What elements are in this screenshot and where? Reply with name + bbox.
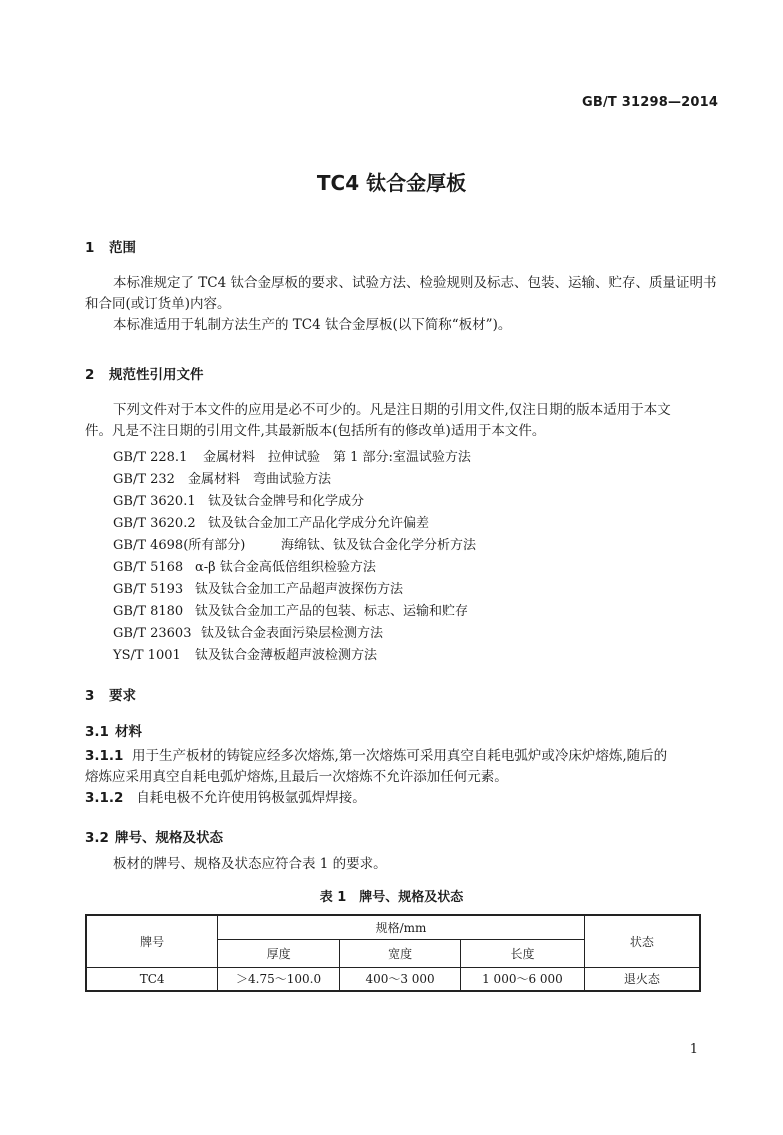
reference-code: GB/T 8180 [113, 604, 184, 619]
header-state: 状态 [584, 915, 700, 967]
section-number: 1 [85, 240, 95, 256]
table-caption: 表 1 牌号、规格及状态 [319, 890, 464, 905]
reference-item [113, 468, 331, 487]
reference-title: 钛及钛合金加工产品化学成分允许偏差 [208, 516, 430, 531]
reference-title: 钛及钛合金薄板超声波检测方法 [195, 648, 378, 663]
standard-code: GB/T 31298—2014 [582, 95, 719, 110]
reference-title: 钛及钛合金加工产品的包装、标志、运输和贮存 [195, 604, 469, 619]
header-spec: 规格/mm [218, 915, 584, 939]
reference-item [113, 490, 364, 509]
clause-3-2-text: 板材的牌号、规格及状态应符合表 1 的要求。 [113, 856, 387, 872]
text-line: 下列文件对于本文件的应用是必不可少的。凡是注日期的引用文件,仅注日期的版本适用于本文 [113, 402, 671, 418]
section-title: 要求 [109, 688, 136, 704]
section-title: 材料 [115, 724, 142, 740]
clause-number: 3.1.2 [85, 790, 124, 806]
reference-code: GB/T 5168 [113, 560, 184, 575]
reference-code: GB/T 5193 [113, 582, 184, 597]
text-line [85, 746, 705, 767]
text-line [85, 788, 705, 809]
reference-code: GB/T 4698(所有部分) [113, 538, 246, 553]
section-title: 牌号、规格及状态 [115, 830, 223, 846]
cell-state: 退火态 [584, 967, 700, 991]
reference-code: GB/T 23603 [113, 626, 192, 641]
reference-item [113, 600, 468, 619]
text-line: 本标准适用于轧制方法生产的 TC4 钛合金厚板(以下简称“板材”)。 [113, 317, 512, 333]
text-line: 件。凡是不注日期的引用文件,其最新版本(包括所有的修改单)适用于本文件。 [85, 423, 546, 439]
header-grade: 牌号 [86, 915, 218, 967]
cell-length: 1 000～6 000 [461, 967, 584, 991]
section-2-heading [85, 363, 204, 383]
clause-number: 3.1.1 [85, 748, 124, 764]
reference-item [113, 644, 377, 663]
cell-width: 400～3 000 [339, 967, 460, 991]
reference-item [113, 446, 471, 465]
section-1-heading [85, 236, 136, 256]
reference-item [113, 556, 376, 575]
clause-3-1-1 [85, 746, 705, 809]
reference-title: 钛及钛合金表面污染层检测方法 [201, 626, 384, 641]
reference-item [113, 512, 429, 531]
reference-item [113, 578, 403, 597]
clause-text: 用于生产板材的铸锭应经多次熔炼,第一次熔炼可采用真空自耗电弧炉或冷床炉熔炼,随后的 [132, 748, 668, 764]
reference-item [113, 622, 383, 641]
reference-title: 海绵钛、钛及钛合金化学分析方法 [281, 538, 477, 553]
section-title: 规范性引用文件 [109, 367, 204, 383]
section-3-1-heading [85, 720, 142, 740]
section-3-heading [85, 684, 136, 704]
section-number: 3 [85, 688, 95, 704]
section-title: 范围 [109, 240, 136, 256]
reference-code: GB/T 228.1 [113, 450, 188, 465]
page-number: 1 [689, 1042, 698, 1057]
header-thickness: 厚度 [218, 939, 340, 967]
reference-title: 金属材料 弯曲试验方法 [188, 472, 332, 487]
header-width: 宽度 [339, 939, 460, 967]
text-line: 熔炼应采用真空自耗电弧炉熔炼,且最后一次熔炼不允许添加任何元素。 [85, 769, 508, 785]
reference-title: α-β 钛合金高低倍组织检验方法 [195, 560, 376, 575]
section-number: 3.1 [85, 724, 109, 740]
text-line: 本标准规定了 TC4 钛合金厚板的要求、试验方法、检验规则及标志、包装、运输、贮存、质量证明书 [113, 275, 717, 291]
reference-code: GB/T 3620.1 [113, 494, 196, 509]
reference-code: GB/T 3620.2 [113, 516, 196, 531]
text-line: 和合同(或订货单)内容。 [85, 296, 231, 312]
section-3-2-heading [85, 826, 223, 846]
reference-item [113, 534, 476, 553]
reference-code: GB/T 232 [113, 472, 175, 487]
section-number: 3.2 [85, 830, 109, 846]
reference-title: 钛及钛合金加工产品超声波探伤方法 [195, 582, 404, 597]
cell-thickness: ＞4.75～100.0 [218, 967, 340, 991]
clause-text: 自耗电极不允许使用钨极氩弧焊焊接。 [136, 790, 366, 806]
table-row [86, 967, 700, 991]
cell-grade: TC4 [86, 967, 218, 991]
document-title: TC4 钛合金厚板 [316, 171, 467, 195]
header-length: 长度 [461, 939, 584, 967]
reference-title: 金属材料 拉伸试验 第 1 部分:室温试验方法 [203, 450, 471, 465]
section-number: 2 [85, 367, 95, 383]
reference-code: YS/T 1001 [113, 648, 181, 663]
reference-title: 钛及钛合金牌号和化学成分 [208, 494, 365, 509]
references-intro [85, 400, 705, 442]
spec-table [85, 914, 701, 992]
scope-paragraph [85, 273, 717, 336]
